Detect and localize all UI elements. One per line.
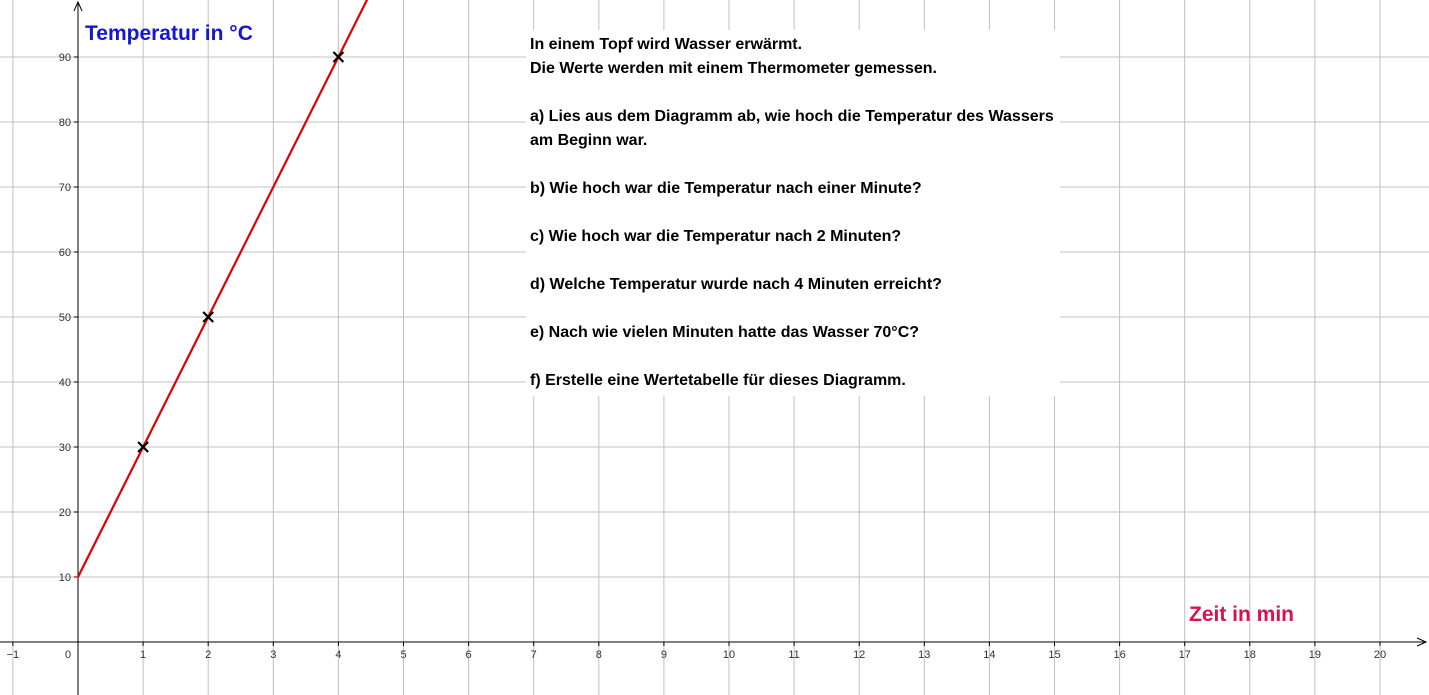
y-tick-labels	[59, 52, 71, 584]
x-tick-label: 4	[335, 649, 342, 661]
x-tick-label: 17	[1178, 649, 1191, 661]
question-c: c) Wie hoch war die Temperatur nach 2 Minuten?	[530, 228, 902, 245]
x-tick-label: 16	[1113, 649, 1126, 661]
x-tick-label: 13	[918, 649, 931, 661]
x-tick-label: 6	[465, 649, 472, 661]
y-tick-label: 50	[58, 312, 71, 324]
x-tick-label: 15	[1048, 649, 1061, 661]
intro-line-1: In einem Topf wird Wasser erwärmt.	[530, 36, 803, 53]
question-d: d) Welche Temperatur wurde nach 4 Minuten erreicht?	[530, 276, 942, 293]
y-tick-label: 70	[58, 182, 71, 194]
spacer	[530, 297, 1060, 321]
question-f: f) Erstelle eine Wertetabelle für dieses Diagramm.	[530, 372, 906, 389]
x-tick-label: 7	[530, 649, 537, 661]
x-tick-label: 18	[1243, 649, 1256, 661]
question-b: b) Wie hoch war die Temperatur nach einer Minute?	[530, 180, 922, 197]
x-tick-label: 12	[853, 649, 866, 661]
y-tick-label: 10	[58, 572, 71, 584]
x-axis-label[interactable]: Zeit in min	[1189, 603, 1294, 626]
x-tick-label: 10	[722, 649, 736, 661]
spacer	[530, 81, 1060, 105]
x-tick-label: 19	[1308, 649, 1322, 661]
spacer	[530, 201, 1060, 225]
x-tick-labels	[7, 649, 1386, 661]
series-line[interactable]	[78, 0, 368, 577]
x-tick-label: −1	[6, 649, 20, 661]
y-tick-label: 90	[58, 52, 71, 64]
x-tick-label: 20	[1373, 649, 1387, 661]
spacer	[530, 345, 1060, 369]
task-text-box[interactable]	[526, 30, 1060, 396]
y-axis-label[interactable]: Temperatur in °C	[85, 22, 253, 45]
question-a-line-1: a) Lies aus dem Diagramm ab, wie hoch die Temperatur des Wassers	[530, 108, 1054, 125]
spacer	[530, 153, 1060, 177]
question-e: e) Nach wie vielen Minuten hatte das Wasser 70°C?	[530, 324, 920, 341]
intro-line-2: Die Werte werden mit einem Thermometer gemessen.	[530, 60, 937, 77]
x-tick-label: 0	[64, 649, 72, 661]
question-a-line-2: am Beginn war.	[530, 132, 648, 149]
x-tick-label: 5	[400, 649, 407, 661]
x-tick-label: 9	[660, 649, 667, 661]
x-tick-label: 11	[788, 649, 800, 661]
y-tick-label: 30	[58, 442, 71, 454]
y-tick-label: 20	[58, 507, 71, 519]
x-tick-label: 1	[140, 649, 147, 661]
y-tick-label: 80	[58, 117, 71, 129]
x-tick-label: 14	[983, 649, 996, 661]
data-series	[78, 0, 368, 577]
y-tick-label: 60	[58, 247, 71, 259]
x-tick-label: 2	[205, 649, 212, 661]
x-tick-label: 8	[595, 649, 602, 661]
y-tick-label: 40	[58, 377, 71, 389]
spacer	[530, 249, 1060, 273]
x-tick-label: 3	[270, 649, 277, 661]
